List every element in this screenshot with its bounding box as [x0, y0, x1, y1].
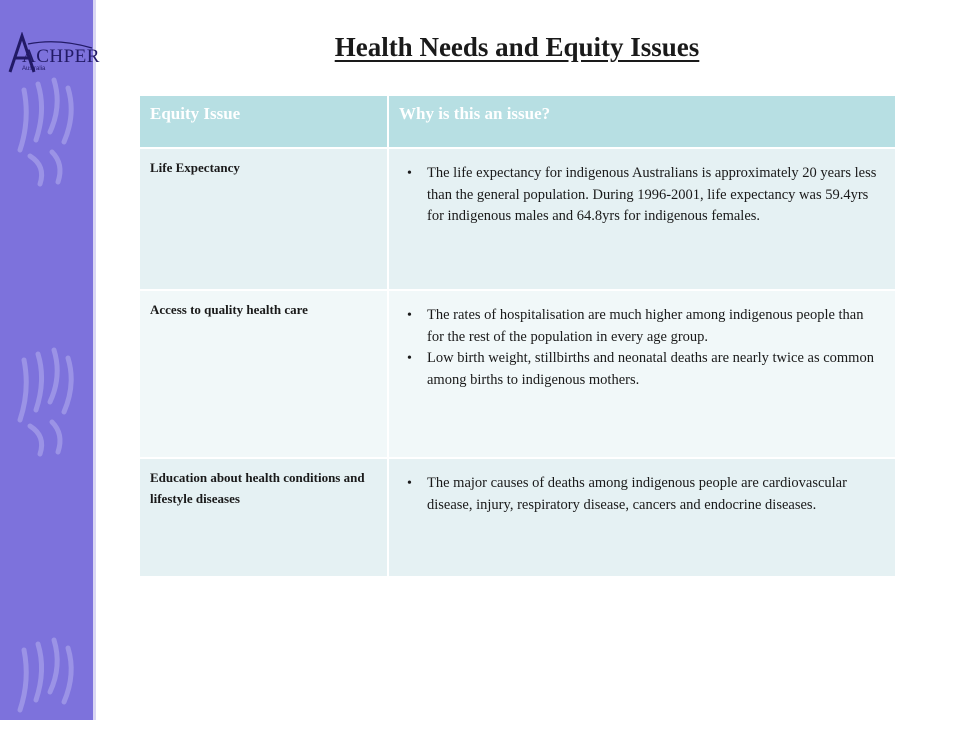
page-title: Health Needs and Equity Issues	[334, 32, 700, 62]
issue-cell: Life Expectancy	[140, 148, 388, 290]
bullet-icon: •	[407, 308, 412, 323]
reason-text: The rates of hospitalisation are much higher among indigenous people than for the rest of the population in every age group.	[427, 307, 864, 345]
table-row	[140, 458, 896, 576]
issue-cell: Access to quality health care	[140, 290, 388, 458]
sidebar-band	[0, 0, 100, 720]
reason-cell	[388, 148, 896, 290]
list-item	[407, 163, 883, 228]
header-why-issue: Why is this an issue?	[388, 96, 896, 148]
reason-list	[399, 163, 883, 228]
table-row	[140, 148, 896, 290]
reason-text: The life expectancy for indigenous Australians is approximately 20 years less than the general population. During 1996-2001, life expectancy was 59.4yrs for indigenous males and 64.8yrs for indigenous females.	[427, 165, 877, 224]
reason-list	[399, 473, 883, 516]
list-item	[407, 348, 883, 391]
logo-subtext: Australia	[22, 66, 46, 72]
sidebar-edge	[93, 0, 96, 720]
figure-motif-icon	[6, 630, 90, 750]
list-item	[407, 473, 883, 516]
header-equity-issue: Equity Issue	[140, 96, 388, 148]
bullet-icon: •	[407, 476, 412, 491]
logo-text: ACHPER	[22, 46, 100, 67]
figure-motif-icon	[6, 70, 90, 190]
reason-text: The major causes of deaths among indigenous people are cardiovascular disease, injury, respiratory disease, cancers and endocrine diseases.	[427, 475, 847, 513]
reason-cell	[388, 458, 896, 576]
reason-cell	[388, 290, 896, 458]
bullet-icon: •	[407, 166, 412, 181]
figure-motif-icon	[6, 340, 90, 460]
table-header-row	[140, 96, 896, 148]
list-item	[407, 305, 883, 348]
table-row	[140, 290, 896, 458]
equity-table	[140, 96, 897, 576]
issue-cell: Education about health conditions and lifestyle diseases	[140, 458, 388, 576]
reason-text: Low birth weight, stillbirths and neonatal deaths are nearly twice as common among births to indigenous mothers.	[427, 350, 874, 388]
bullet-icon: •	[407, 351, 412, 366]
reason-list	[399, 305, 883, 391]
